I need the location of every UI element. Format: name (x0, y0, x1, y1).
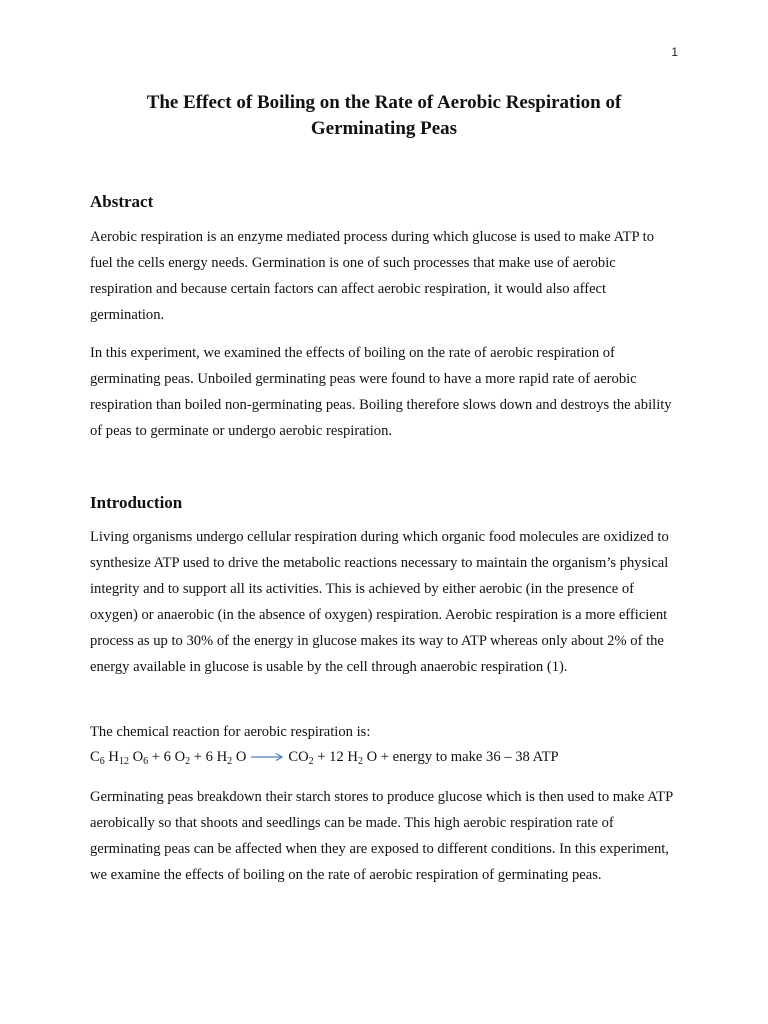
eq-plus-o2: + 6 O (148, 749, 186, 765)
abstract-paragraph-1: Aerobic respiration is an enzyme mediated process during which glucose is used to make ATP to fuel the cells energy needs. Germination is one of such processes that make use of aerobic respiration and because certain factors can affect aerobic respiration, it would also affect germination. (90, 229, 655, 323)
page-number: 1 (671, 45, 678, 59)
introduction-paragraph-1: Living organisms undergo cellular respiration during which organic food molecules are oxidized to synthesize ATP used to drive the metabolic reactions necessary to maintain the organism’s physical integrity and to support all its activities. This is achieved by either aerobic (in the presence of oxygen) or anaerobic (in the absence of oxygen) respiration. Aerobic respiration is a more efficient process as up to 30% of the energy in glucose makes its way to ATP whereas only about 2% of the energy available in glucose is usable by the cell through anaerobic respiration (1). (90, 529, 669, 675)
eq-o2-sub: 2 (185, 756, 191, 767)
eq-oxygen-sub: 6 (143, 756, 149, 767)
eq-oxygen: O (128, 749, 144, 765)
respiration-equation (90, 746, 690, 769)
title-line-2: Germinating Peas (310, 118, 458, 139)
introduction-heading: Introduction (90, 493, 183, 512)
abstract-paragraph-2: In this experiment, we examined the effects of boiling on the rate of aerobic respiration of germinating peas. Unboiled germinating peas were found to have a more rapid rate of aerobic respiration than boiled non-germinating peas. Boiling therefore slows down and destroys the ability of peas to germinate or undergo aerobic respiration. (90, 345, 672, 439)
document-title (90, 90, 678, 142)
eq-water-sub: 2 (357, 756, 363, 767)
title-line-1: The Effect of Boiling on the Rate of Aerobic Respiration of (146, 92, 622, 113)
eq-hydrogen: H (104, 749, 119, 765)
reaction-arrow-icon (250, 747, 284, 769)
eq-water-tail: O + energy to make 36 – 38 ATP (362, 749, 559, 765)
eq-carbon: C (90, 749, 100, 765)
eq-co2-sub: 2 (308, 756, 314, 767)
equation-intro: The chemical reaction for aerobic respiration is: (90, 724, 371, 740)
eq-plus-water: + 12 H (313, 749, 358, 765)
eq-co2: CO (288, 749, 309, 765)
eq-h2o-sub: 2 (227, 756, 233, 767)
eq-hydrogen-sub: 12 (118, 756, 129, 767)
eq-carbon-sub: 6 (99, 756, 105, 767)
introduction-paragraph-2: Germinating peas breakdown their starch stores to produce glucose which is then used to make ATP aerobically so that shoots and seedlings can be made. This high aerobic respiration rate of germinating peas can be affected when they are exposed to different conditions. In this experiment, we examine the effects of boiling on the rate of aerobic respiration of germinating peas. (90, 789, 673, 883)
eq-h2o-o: O (232, 749, 247, 765)
abstract-heading: Abstract (90, 192, 154, 211)
eq-plus-h2o: + 6 H (190, 749, 228, 765)
